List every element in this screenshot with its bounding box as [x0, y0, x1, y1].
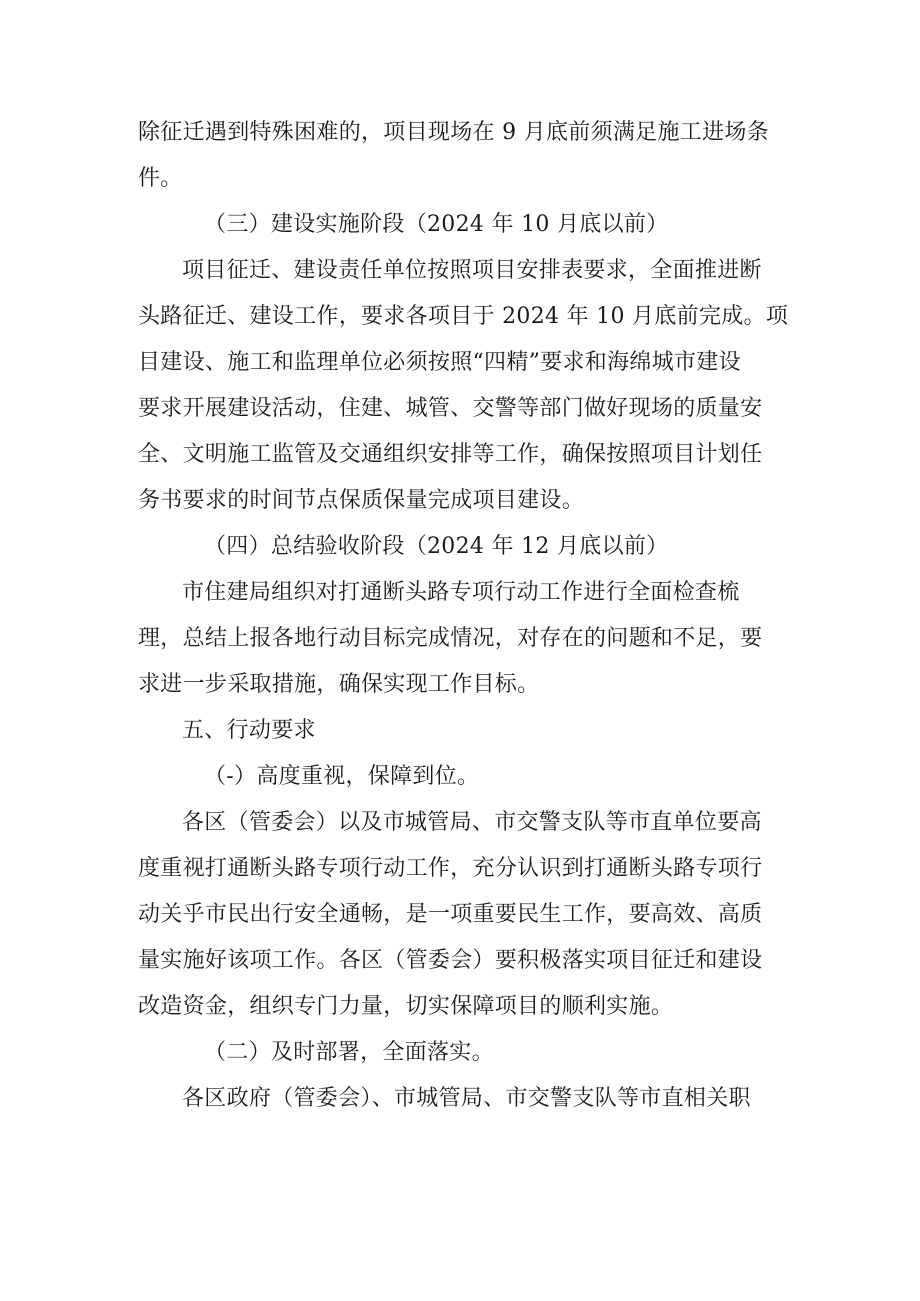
paragraph-line: 改造资金，组织专门力量，切实保障项目的顺利实施。 [138, 994, 674, 1019]
paragraph-line: 度重视打通断头路专项行动工作，充分认识到打通断头路专项行 [138, 856, 763, 881]
paragraph-line: 市住建局组织对打通断头路专项行动工作进行全面检查梳 [182, 580, 740, 605]
subsection-heading: （-）高度重视，保障到位。 [204, 764, 480, 789]
paragraph-line: 目建设、施工和监理单位必须按照“四精”要求和海绵城市建设 [138, 350, 741, 375]
paragraph-line: 除征迁遇到特殊困难的，项目现场在 9 月底前须满足施工进场条 [138, 120, 769, 145]
paragraph-line: 要求开展建设活动，住建、城管、交警等部门做好现场的质量安 [138, 396, 763, 421]
document-page [138, 110, 788, 1122]
paragraph-line: 各区政府（管委会）、市城管局、市交警支队等市直相关职 [182, 1086, 751, 1111]
paragraph-line: 头路征迁、建设工作，要求各项目于 2024 年 10 月底前完成。项 [138, 304, 789, 329]
paragraph-line: 件。 [138, 166, 183, 191]
section-heading: （三）建设实施阶段（2024 年 10 月底以前） [204, 212, 669, 237]
paragraph-line: 务书要求的时间节点保质保量完成项目建设。 [138, 488, 585, 513]
section-heading: 五、行动要求 [182, 718, 316, 743]
paragraph-line: 理，总结上报各地行动目标完成情况，对存在的问题和不足，要 [138, 626, 763, 651]
paragraph-line: 量实施好该项工作。各区（管委会）要积极落实项目征迁和建设 [138, 948, 763, 973]
paragraph-line: 各区（管委会）以及市城管局、市交警支队等市直单位要高 [182, 810, 762, 835]
paragraph-line: 动关乎市民出行安全通畅，是一项重要民生工作，要高效、高质 [138, 902, 763, 927]
section-heading: （四）总结验收阶段（2024 年 12 月底以前） [204, 534, 669, 559]
subsection-heading: （二）及时部署，全面落实。 [204, 1040, 494, 1065]
paragraph-line: 项目征迁、建设责任单位按照项目安排表要求，全面推进断 [182, 258, 762, 283]
paragraph-line: 全、文明施工监管及交通组织安排等工作，确保按照项目计划任 [138, 442, 763, 467]
paragraph-line: 求进一步采取措施，确保实现工作目标。 [138, 672, 540, 697]
